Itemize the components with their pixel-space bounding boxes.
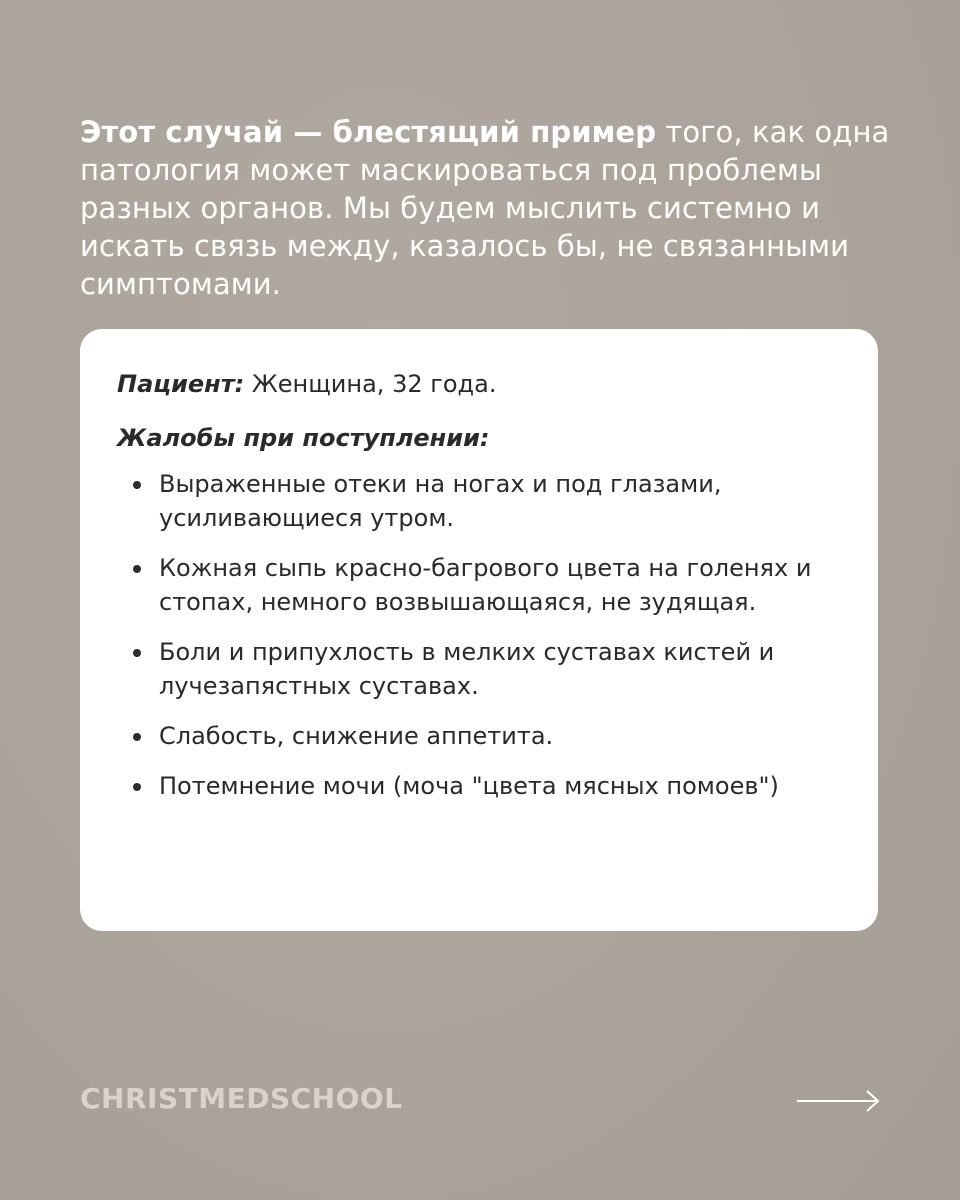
case-card xyxy=(80,329,878,931)
list-item xyxy=(117,467,838,535)
list-item xyxy=(117,635,838,703)
arrow-right-icon[interactable] xyxy=(797,1086,881,1116)
list-item xyxy=(117,719,838,753)
complaints-title: Жалобы при поступлении: xyxy=(117,424,490,452)
bullet-icon xyxy=(133,649,141,657)
intro-rest: того, как одна патология может маскироваться под проблемы разных органов. Мы будем мыслить системно и искать связь между, казалось бы, не связанными симптомами. xyxy=(80,115,890,301)
intro-lead: Этот случай — блестящий пример xyxy=(80,115,657,149)
list-item xyxy=(117,769,838,803)
patient-value: Женщина, 32 года. xyxy=(244,370,497,398)
bullet-icon xyxy=(133,783,141,791)
complaint-text: Слабость, снижение аппетита. xyxy=(159,722,554,750)
complaint-text: Кожная сыпь красно-багрового цвета на голенях и стопах, немного возвышающаяся, не зудящая. xyxy=(159,554,812,616)
patient-line xyxy=(117,367,838,401)
list-item xyxy=(117,551,838,619)
brand-logo: CHRISTMEDSCHOOL xyxy=(80,1082,403,1115)
complaint-text: Потемнение мочи (моча "цвета мясных помоев") xyxy=(159,772,779,800)
patient-label: Пациент: xyxy=(117,370,245,398)
complaint-text: Выраженные отеки на ногах и под глазами, усиливающиеся утром. xyxy=(159,470,722,532)
bullet-icon xyxy=(133,481,141,489)
bullet-icon xyxy=(133,565,141,573)
bullet-icon xyxy=(133,733,141,741)
complaint-text: Боли и припухлость в мелких суставах кистей и лучезапястных суставах. xyxy=(159,638,775,700)
intro-paragraph xyxy=(80,113,900,303)
complaints-list xyxy=(117,467,838,803)
